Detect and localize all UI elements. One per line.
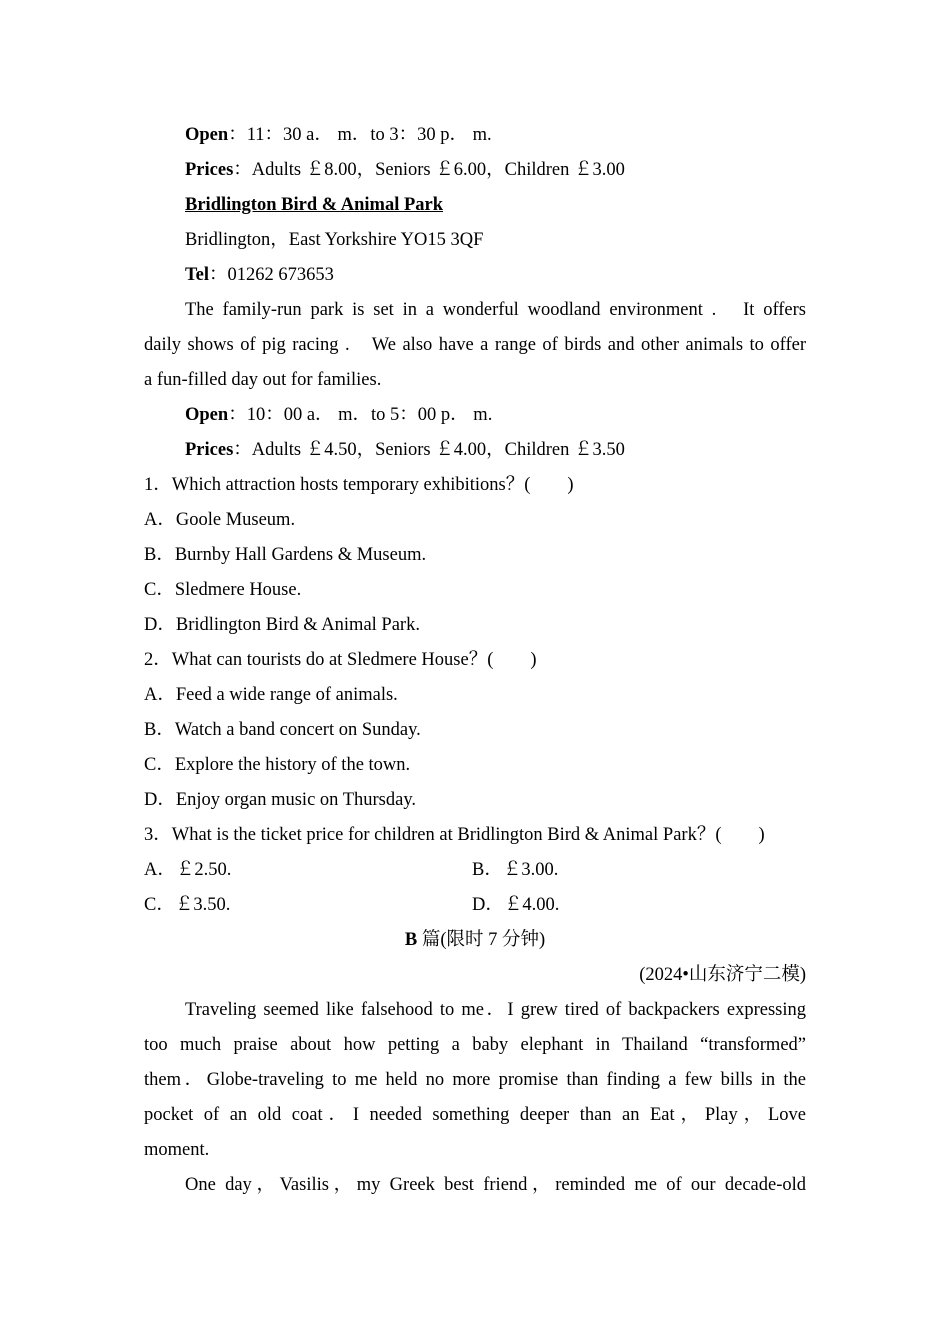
passage-p1-line-1: Traveling seemed like falsehood to me．I grew tired of backpackers expressing: [185, 1000, 806, 1020]
question-2-option-b: B．Watch a band concert on Sunday.: [144, 720, 421, 740]
question-3-stem: 3．What is the ticket price for children at Bridlington Bird & Animal Park？( ): [144, 825, 765, 845]
open-value: ：11：30 a． m．to 3：30 p． m.: [228, 125, 492, 145]
passage-p1-line-4: pocket of an old coat．I needed something deeper than an Eat，Play，Love: [144, 1105, 806, 1125]
open-value: ：10：00 a． m．to 5：00 p． m.: [228, 405, 493, 425]
open-label: Open: [185, 125, 229, 145]
attraction-name: Bridlington Bird & Animal Park: [185, 195, 444, 215]
document-page: [144, 118, 806, 1203]
question-3-options-row-1: [144, 853, 806, 888]
question-1-option-d: D．Bridlington Bird & Animal Park.: [144, 615, 420, 635]
question-2-stem: 2．What can tourists do at Sledmere House？( ): [144, 650, 537, 670]
tel-label: Tel: [185, 265, 209, 285]
open-label: Open: [185, 405, 229, 425]
tel-value: ：01262 673653: [209, 265, 334, 285]
attraction-title: [144, 188, 806, 223]
attraction-open-line: [144, 398, 806, 433]
passage-p1-line-3: them．Globe-traveling to me held no more promise than finding a few bills in the: [144, 1070, 806, 1090]
question-3-option-b: B．￡3.00.: [472, 860, 559, 880]
question-1-option-c: C．Sledmere House.: [144, 580, 302, 600]
attraction-desc-line-1: The family-run park is set in a wonderful woodland environment . It offers: [185, 300, 806, 320]
section-b-source: (2024•山东济宁二模): [639, 965, 806, 985]
sledmere-prices-line: [144, 153, 806, 188]
attraction-desc-line-2: daily shows of pig racing . We also have a range of birds and other animals to offer: [144, 335, 806, 355]
question-3-option-c: C．￡3.50.: [144, 895, 231, 915]
question-3-option-a: A．￡2.50.: [144, 860, 232, 880]
sledmere-open-line: [144, 118, 806, 153]
attraction-prices-line: [144, 433, 806, 468]
question-3-option-d: D．￡4.00.: [472, 895, 560, 915]
attraction-address: Bridlington，East Yorkshire YO15 3QF: [185, 230, 484, 250]
section-b-title: [144, 923, 806, 958]
prices-value: ：Adults ￡8.00，Seniors ￡6.00，Children ￡3.00: [233, 160, 625, 180]
passage-p2-line-1: One day，Vasilis，my Greek best friend，reminded me of our decade-old: [185, 1175, 806, 1195]
attraction-tel-line: [144, 258, 806, 293]
question-1-option-a: A．Goole Museum.: [144, 510, 296, 530]
question-2-option-c: C．Explore the history of the town.: [144, 755, 411, 775]
section-b-label: B: [404, 930, 418, 950]
prices-label: Prices: [185, 160, 234, 180]
prices-value: ：Adults ￡4.50，Seniors ￡4.00，Children ￡3.50: [233, 440, 625, 460]
question-2-option-a: A．Feed a wide range of animals.: [144, 685, 398, 705]
question-1-option-b: B．Burnby Hall Gardens & Museum.: [144, 545, 427, 565]
passage-p1-line-2: too much praise about how petting a baby elephant in Thailand “transformed”: [144, 1035, 806, 1055]
question-2-option-d: D．Enjoy organ music on Thursday.: [144, 790, 416, 810]
question-3-options-row-2: [144, 888, 806, 923]
question-1-stem: 1．Which attraction hosts temporary exhibitions？( ): [144, 475, 574, 495]
prices-label: Prices: [185, 440, 234, 460]
attraction-desc-line-3: a fun-filled day out for families.: [144, 370, 382, 390]
section-b-time-limit: 篇(限时 7 分钟): [417, 930, 546, 950]
passage-p1-line-5: moment.: [144, 1140, 210, 1160]
